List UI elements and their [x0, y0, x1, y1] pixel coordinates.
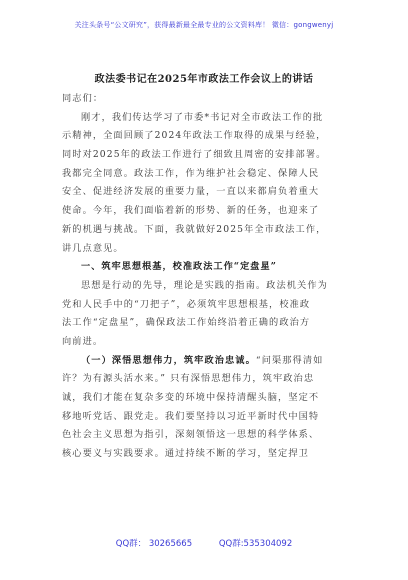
subsection-paragraph: [62, 370, 352, 463]
text-line: 思想是行动的先导，理论是实践的指南。政法机关作为: [81, 279, 328, 291]
section-heading-1: 一、筑牢思想根基，校准政法工作“定盘星”: [81, 261, 277, 273]
text-line: 示精神，全面回顾了2024年政法工作取得的成果与经验，: [62, 130, 327, 142]
text-line: 使命。今年，我们面临着新的形势、新的任务，也迎来了: [62, 205, 320, 217]
text-line: 讲几点意见。: [62, 242, 124, 254]
document-body: [62, 90, 352, 464]
document-title: 政法委书记在2025年市政法工作会议上的讲话: [94, 74, 314, 85]
footer-contacts: [0, 537, 408, 549]
text-line: 移地听党话、跟党走。我们要坚持以习近平新时代中国特: [62, 410, 320, 422]
text-line: 法工作“定盘星”，确保政法工作始终沿着正确的政治方: [62, 317, 311, 329]
qq-group-2: QQ群:535304092: [218, 539, 293, 549]
text-line: 新的机遇与挑战。下面，我就做好2025年全市政法工作，: [62, 223, 327, 235]
text-line: 核心要义与实践要求。通过持续不断的学习，坚定捍卫: [62, 448, 309, 460]
text-line: 同时对2025年的政法工作进行了细致且周密的安排部署。: [62, 149, 327, 161]
text-line: 我都完全同意。政法工作，作为维护社会稳定、保障人民: [62, 167, 320, 179]
qq-group-1: QQ群： 30265665: [115, 539, 193, 549]
text-line: 许？为有源头活水来。” 只有深悟思想伟力，筑牢政治忠: [62, 373, 315, 385]
subsection-first-line: [62, 352, 352, 371]
section-1-paragraph: [62, 277, 352, 352]
text-line: 诚，我们才能在复杂多变的环境中保持清醒头脑，坚定不: [62, 392, 320, 403]
intro-paragraph: [62, 109, 352, 259]
promo-banner: 关注头条号“公文研究”，获得最新最全最专业的公文资料库！ 微信：gongwenyj: [74, 21, 334, 29]
subsection-heading: （一）深悟思想伟力，筑牢政治忠诚。: [81, 354, 256, 366]
subsection-first-line-tail: “问渠那得清如: [255, 354, 324, 366]
text-line: 党和人民手中的“刀把子”，必须筑牢思想根基，校准政: [62, 298, 311, 310]
text-line: 刚才，我们传达学习了市委*书记对全市政法工作的批: [81, 111, 324, 123]
text-line: 安全、促进经济发展的重要力量，一直以来都肩负着重大: [62, 186, 320, 198]
text-line: 色社会主义思想为指引，深刻领悟这一思想的科学体系、: [62, 429, 320, 441]
text-line: 向前进。: [62, 335, 104, 347]
salutation: 同志们：: [62, 93, 104, 104]
